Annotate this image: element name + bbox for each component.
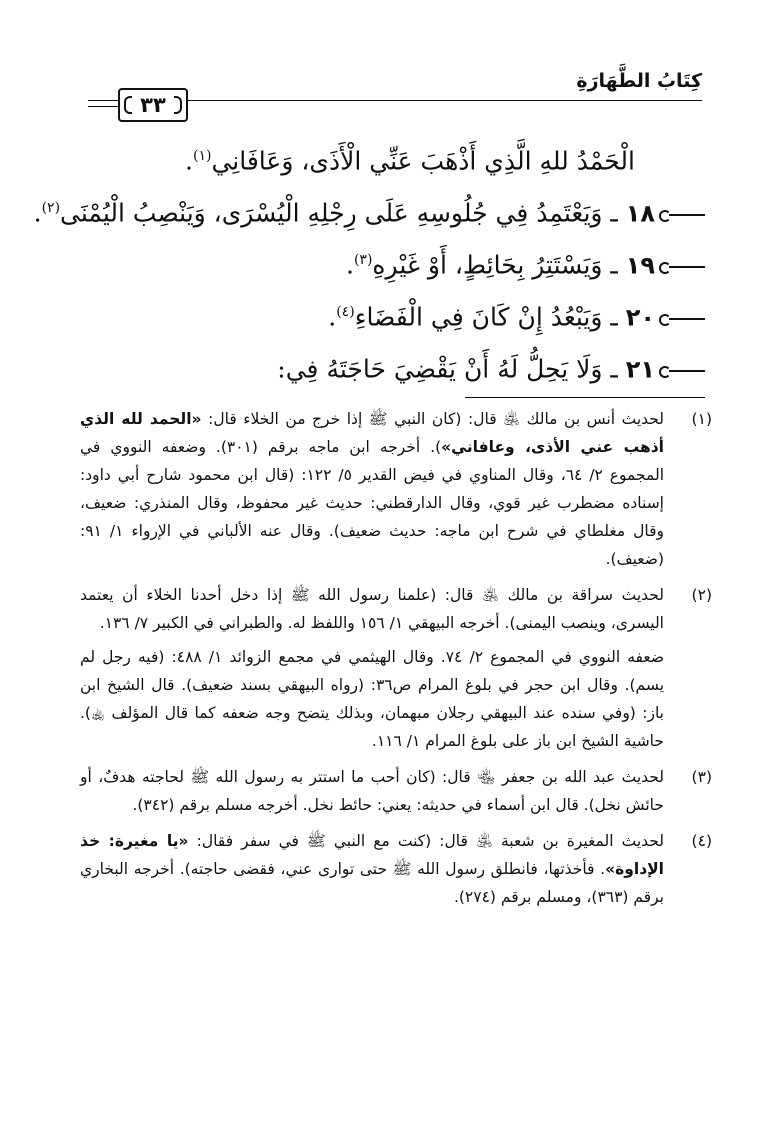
footnote-separator [465, 397, 705, 398]
footnote-text [80, 581, 664, 755]
item-text: ـ وَلَا يَحِلُّ لَهُ أَنْ يَقْضِيَ حَاجَتَهُ فِي: [277, 354, 618, 384]
footnote-1 [80, 405, 712, 573]
footnote-3 [80, 763, 712, 819]
page-header [88, 70, 702, 122]
footnote-paragraph: لحديث سراقة بن مالك ﵁ قال: (علمنا رسول الله ﷺ إذا دخل أحدنا الخلاء أن يعتمد اليسرى، وينصب اليمنى). أخرجه البيهقي ١/ ١٥٦ واللفظ له. والطبراني في الكبير ٧/ ١٣٦. [80, 586, 664, 632]
footnote-ref[interactable]: (١) [192, 148, 212, 164]
matn-item-21 [80, 338, 705, 390]
page-number: ٣٣ [118, 88, 188, 122]
matn-line-text: الْحَمْدُ للهِ الَّذِي أَذْهَبَ عَنِّي الْأَذَى، وَعَافَانِي [211, 146, 635, 176]
footnote-number: (٤) [691, 832, 712, 850]
item-text: ـ وَيَعْتَمِدُ فِي جُلُوسِهِ عَلَى رِجْلِهِ الْيُسْرَى، وَيَنْصِبُ الْيُمْنَى [60, 198, 618, 228]
matn-item-20: ٢٠ ـ وَيَبْعُدُ إِنْ كَانَ فِي الْفَضَاءِ$^{(٤)}$. [80, 286, 705, 338]
item-number: ١٨ [625, 199, 655, 228]
ornament-icon [661, 314, 705, 324]
ornament-icon [661, 366, 705, 376]
footnote-4 [80, 827, 712, 911]
header-double-rule [88, 100, 118, 107]
hadith-quote: «يا مغيرة: خذ الإداوة» [80, 832, 664, 878]
footnote-text [80, 763, 664, 819]
footnote-number: (١) [691, 410, 712, 428]
item-number: ٢١ [625, 355, 655, 384]
ornament-icon [661, 210, 705, 220]
footnote-ref[interactable]: (٢) [41, 200, 61, 216]
footnote-text: لحديث أنس بن مالك ﵁ قال: (كان النبي ﷺ إذا خرج من الخلاء قال: «الحمد لله الذي أذهب عني الأذى، وعافاني»). أخرجه ابن ماجه برقم (٣٠١). وضعفه النووي في المجموع ٢/ ٦٤، وقال المناوي في فيض القدير ٥/ ١٢٢: (قال ابن محمود شارح أبي داود: إسناده مضطرب غير قوي، وقال الدارقطني: حديث غير محفوظ، وقال المنذري: ضعيف، وقال مغلطاي في شرح ابن ماجه: حديث ضعيف). وقال عنه الألباني في الإرواء ١/ ٩١: (ضعيف). [80, 410, 665, 568]
matn-item-19: ١٩ ـ وَيَسْتَتِرُ بِحَائِطٍ، أَوْ غَيْرِهِ$^{(٣)}$. [80, 234, 705, 286]
footnotes [80, 405, 712, 919]
book-title: كِتَابُ الطَّهَارَةِ [576, 70, 702, 92]
hadith-quote: «الحمد لله الذي أذهب عني الأذى، وعافاني» [80, 410, 664, 456]
matn-text [33, 130, 705, 390]
item-text: ـ وَيَسْتَتِرُ بِحَائِطٍ، أَوْ غَيْرِهِ [372, 250, 618, 280]
matn-item-18: ١٨ ـ وَيَعْتَمِدُ فِي جُلُوسِهِ عَلَى رِجْلِهِ الْيُسْرَى، وَيَنْصِبُ الْيُمْنَى$^{(٢)}$. [80, 182, 705, 234]
footnote-ref[interactable]: (٣) [353, 252, 373, 268]
ornament-icon [661, 262, 705, 272]
item-text: ـ وَيَبْعُدُ إِنْ كَانَ فِي الْفَضَاءِ [354, 302, 618, 332]
footnote-number: (٢) [691, 586, 712, 604]
footnote-paragraph: لحديث عبد الله بن جعفر ﵄ قال: (كان أحب ما استتر به رسول الله ﷺ لحاجته هدفٌ، أو حائش نخل). قال ابن أسماء في حديثه: يعني: حائط نخل. أخرجه مسلم برقم (٣٤٢). [80, 768, 664, 814]
footnote-number: (٣) [691, 768, 712, 786]
footnote-2 [80, 581, 712, 755]
item-number: ١٩ [625, 251, 655, 280]
item-number: ٢٠ [625, 303, 655, 332]
footnote-paragraph: ضعفه النووي في المجموع ٢/ ٧٤. وقال الهيثمي في مجمع الزوائد ١/ ٤٨٨: (فيه رجل لم يسم). وقال ابن حجر في بلوغ المرام ص٣٦: (رواه البيهقي بسند ضعيف). قال الشيخ ابن باز: (وفي سنده عند البيهقي رجلان مبهمان، وبذلك يتضح وجه ضعفه كما قال المؤلف ﵀). حاشية الشيخ ابن باز على بلوغ المرام ١/ ١١٦. [80, 648, 665, 750]
footnote-ref[interactable]: (٤) [336, 304, 355, 320]
footnote-text: لحديث المغيرة بن شعبة ﵁ قال: (كنت مع النبي ﷺ في سفر فقال: «يا مغيرة: خذ الإداوة». فأخذتها، فانطلق رسول الله ﷺ حتى توارى عني، فقضى حاجته). أخرجه البخاري برقم (٣٦٣)، ومسلم برقم (٢٧٤). [80, 832, 665, 906]
matn-line: الْحَمْدُ للهِ الَّذِي أَذْهَبَ عَنِّي الْأَذَى، وَعَافَانِي$^{(١)}$. [185, 146, 635, 176]
